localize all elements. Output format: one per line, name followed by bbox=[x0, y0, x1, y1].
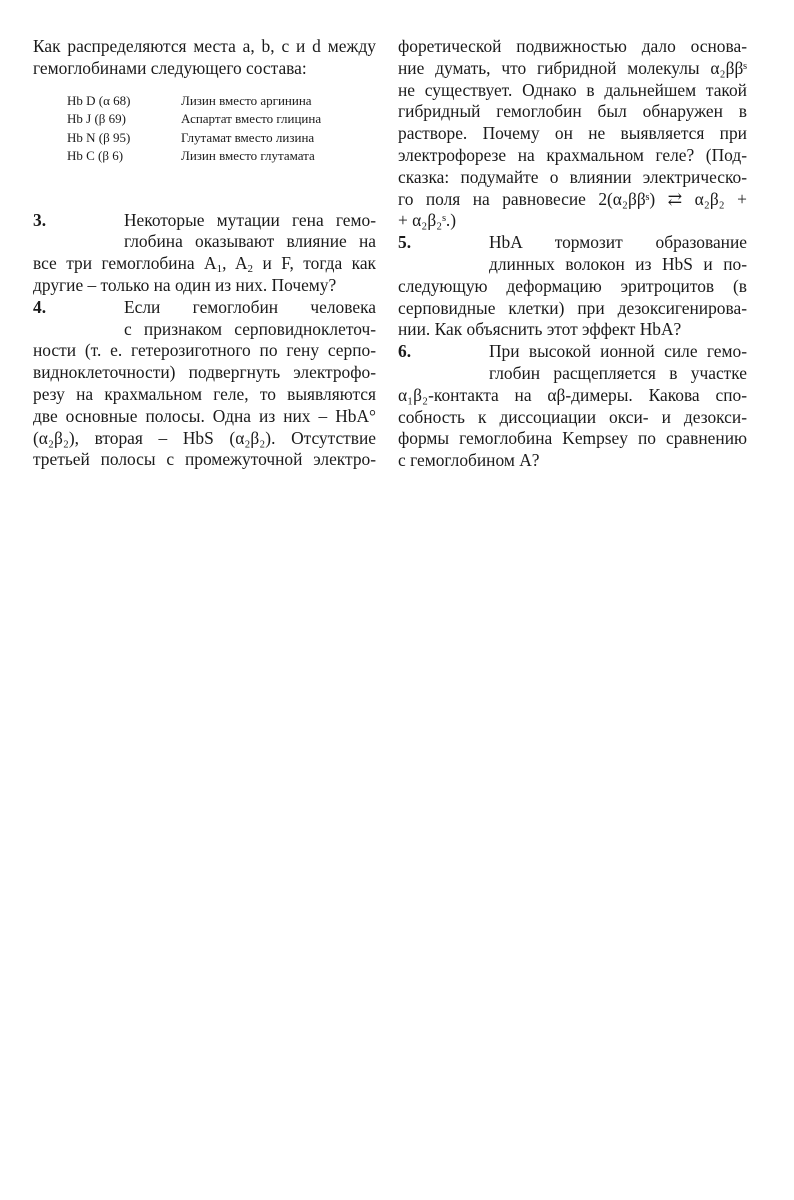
q4c-line-1: форетической подвижностью дало основа- bbox=[398, 36, 747, 56]
q5-line-5: нии. Как объяснить этот эффект HbA? bbox=[398, 319, 682, 340]
q4-line-6: две основные полосы. Одна из них – HbA° bbox=[33, 405, 376, 426]
question-number: 3. bbox=[33, 209, 47, 230]
mutation-change: Аспартат вместо глицина bbox=[181, 111, 322, 127]
mutation-code: Hb D (α 68) bbox=[67, 92, 131, 108]
mutation-code: Hb J (β 69) bbox=[67, 111, 126, 127]
q4-line-7: (α₂β₂), вторая – HbS (α₂β₂). Отсутствие bbox=[33, 427, 376, 448]
q5-line-1: HbA тормозит образование bbox=[489, 232, 747, 253]
q4-line-8: третьей полосы с промежуточной электро- bbox=[33, 449, 376, 470]
question-number: 5. bbox=[398, 232, 412, 253]
q3-line-3: все три гемоглобина $A_1$, $A_2$ и F, тогда как bbox=[33, 253, 376, 276]
q4c-line-5: растворе. Почему он не выявляется при bbox=[398, 123, 747, 144]
q3-line-4: другие – только на один из них. Почему? bbox=[33, 274, 337, 295]
intro-line-1: Как распределяются места a, b, c и d между bbox=[33, 36, 376, 56]
right-column bbox=[398, 36, 747, 472]
mutation-table bbox=[67, 92, 321, 166]
mutation-change: Глутамат вместо лизина bbox=[181, 129, 315, 145]
question-4 bbox=[33, 297, 376, 471]
q5-line-3: следующую деформацию эритроцитов (в bbox=[398, 275, 747, 296]
question-3 bbox=[33, 210, 376, 297]
q4c-line-4: гибридный гемоглобин был обнаружен в bbox=[398, 101, 747, 122]
q4-line-1: Если гемоглобин человека bbox=[124, 296, 376, 317]
q5-line-4: серповидные клетки) при дезоксигенирова- bbox=[398, 297, 747, 318]
q6-line-4: собность к диссоциации окси- и дезокси- bbox=[398, 406, 747, 427]
mutation-row bbox=[67, 92, 321, 111]
mutation-code: Hb C (β 6) bbox=[67, 148, 124, 164]
mutation-code: Hb N (β 95) bbox=[67, 129, 131, 145]
q4c-line-3: не существует. Однако в дальнейшем такой bbox=[398, 79, 747, 100]
question-6 bbox=[398, 341, 747, 472]
q4-line-4: видноклеточности) подвергнуть электрофо- bbox=[33, 362, 376, 383]
q4c-line-8: го поля на равновесие 2(α₂ββˢ) ⇄ α₂β₂ + bbox=[398, 188, 747, 209]
q4-line-2: с признаком серповидноклеточ- bbox=[124, 318, 376, 339]
q6-line-2: глобин расщепляется в участке bbox=[489, 362, 747, 383]
q4c-line-6: электрофорезе на крахмальном геле? (Под- bbox=[398, 144, 747, 165]
mutation-change: Лизин вместо глутамата bbox=[181, 148, 315, 164]
q6-line-6: с гемоглобином A? bbox=[398, 450, 540, 471]
q3-line-2: глобина оказывают влияние на bbox=[124, 231, 376, 252]
mutation-row bbox=[67, 147, 321, 166]
q5-line-2: длинных волокон из HbS и по- bbox=[489, 253, 747, 274]
q6-line-5: формы гемоглобина Kempsey по сравнению bbox=[398, 428, 747, 449]
q6-line-1: При высокой ионной силе гемо- bbox=[489, 341, 747, 362]
q4c-line-9: + α₂β₂ˢ.) bbox=[398, 210, 457, 231]
left-column bbox=[33, 36, 376, 471]
question-5 bbox=[398, 232, 747, 341]
mutation-change: Лизин вместо аргинина bbox=[181, 92, 312, 108]
q4c-line-2: ние думать, что гибридной молекулы α₂ββˢ bbox=[398, 57, 747, 78]
intro-line-2: гемоглобинами следующего состава: bbox=[33, 57, 307, 78]
question-number: 6. bbox=[398, 341, 412, 362]
mutation-row bbox=[67, 129, 321, 148]
q6-line-3: α₁β₂-контакта на αβ-димеры. Какова спо- bbox=[398, 384, 747, 405]
q4-line-5: резу на крахмальном геле, то выявляются bbox=[33, 383, 376, 404]
q3-line-1: Некоторые мутации гена гемо- bbox=[124, 209, 376, 230]
mutation-row bbox=[67, 110, 321, 129]
q4-line-3: ности (т. е. гетерозиготного по гену серпо- bbox=[33, 340, 376, 361]
q4c-line-7: сказка: подумайте о влиянии электрическо- bbox=[398, 166, 747, 187]
question-4-continued bbox=[398, 36, 747, 232]
question-number: 4. bbox=[33, 296, 47, 317]
